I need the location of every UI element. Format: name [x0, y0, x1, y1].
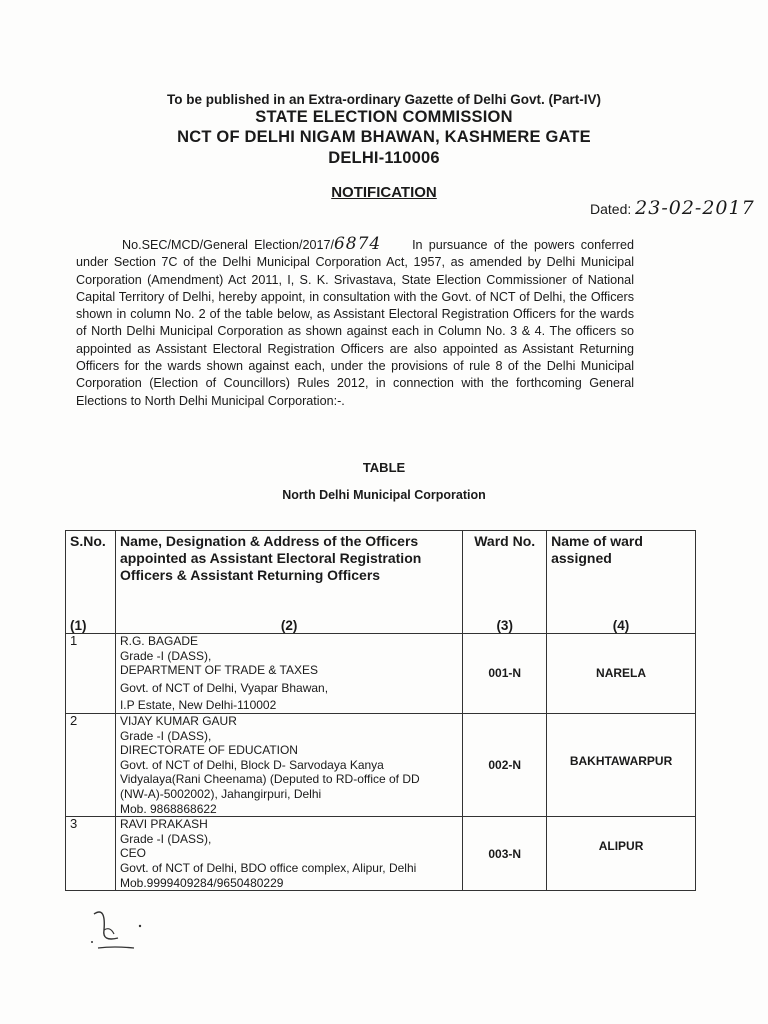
- officer-line: DIRECTORATE OF EDUCATION: [119, 743, 298, 758]
- initials-signature-icon: [84, 900, 164, 960]
- ward-name: ALIPUR: [547, 817, 696, 891]
- officer-line: Govt. of NCT of Delhi, Block D- Sarvodaya Kanya: [119, 757, 384, 772]
- ward-name: NARELA: [547, 634, 696, 714]
- ward-name: BAKHTAWARPUR: [547, 713, 696, 816]
- commission-title: STATE ELECTION COMMISSION: [255, 108, 513, 126]
- row-sno: 3: [66, 817, 116, 891]
- column-number-row: [66, 615, 696, 634]
- ward-number: 003-N: [463, 817, 547, 891]
- officer-line: I.P Estate, New Delhi-110002: [119, 698, 277, 713]
- commission-city: DELHI-110006: [328, 149, 440, 167]
- table-title: TABLE: [362, 460, 406, 475]
- ward-number: 001-N: [463, 634, 547, 714]
- officer-line: VIJAY KUMAR GAUR: [119, 713, 237, 728]
- table-row: [66, 713, 696, 816]
- ward-number: 002-N: [463, 713, 547, 816]
- header-ward-no: Ward No.: [463, 531, 547, 616]
- body-text: In pursuance of the powers conferred under Section 7C of the Delhi Municipal Corporation Act, 1957, as amended by Delhi Municipal Corporation (Amendment) Act 2011, I, S. K. Srivastava, State Election Commissioner of National Capital Territory of Delhi, hereby appoint, in consultation with the Govt. of NCT of Delhi, the Officers shown in column No. 2 of the table below, as Assistant Electoral Registration Officers for the wards of North Delhi Municipal Corporation as shown against each in Column No. 3 & 4. The officers so appointed as Assistant Electoral Registration Officers are also appointed as Assistant Returning Officers for the wards shown against each, under the provisions of rule 8 of the Delhi Municipal Corporation (Election of Councillors) Rules 2012, in connection with the forthcoming General Elections to North Delhi Municipal Corporation:-.: [76, 238, 635, 408]
- gazette-line: To be published in an Extra-ordinary Gazette of Delhi Govt. (Part-IV): [166, 92, 602, 107]
- reference-number: 6874: [333, 234, 382, 254]
- header-sno: S.No.: [66, 531, 116, 616]
- table-header-row: [66, 531, 696, 616]
- officer-details: [115, 713, 462, 816]
- officer-line: RAVI PRAKASH: [119, 817, 208, 832]
- officer-line: Vidyalaya(Rani Cheenama) (Deputed to RD-office of DD: [119, 772, 420, 787]
- table-subtitle: North Delhi Municipal Corporation: [282, 488, 486, 502]
- notification-title: NOTIFICATION: [331, 184, 437, 201]
- officer-details: [115, 634, 462, 714]
- officer-line: (NW-A)-5002002), Jahangirpuri, Delhi: [119, 786, 322, 801]
- officer-line: Mob.9999409284/9650480229: [119, 875, 284, 890]
- dated-label: Dated:: [590, 201, 632, 217]
- commission-address: NCT OF DELHI NIGAM BHAWAN, KASHMERE GATE: [177, 128, 591, 146]
- table-row: [66, 634, 696, 714]
- row-sno: 2: [66, 713, 116, 816]
- officer-line: DEPARTMENT OF TRADE & TAXES: [119, 663, 319, 678]
- officer-line: Govt. of NCT of Delhi, Vyapar Bhawan,: [119, 680, 329, 695]
- notification-body: [76, 236, 634, 410]
- officer-line: Grade -I (DASS),: [119, 728, 212, 743]
- officer-line: R.G. BAGADE: [119, 634, 198, 648]
- officer-line: Grade -I (DASS),: [119, 648, 212, 663]
- officer-line: CEO: [119, 846, 146, 861]
- header-ward-name: Name of ward assigned: [547, 531, 696, 616]
- dated-line: [590, 197, 755, 219]
- col-number: (2): [115, 615, 462, 634]
- reference-prefix: No.SEC/MCD/General Election/2017/: [122, 238, 334, 252]
- officer-line: Govt. of NCT of Delhi, BDO office complex, Alipur, Delhi: [119, 860, 417, 875]
- header-officer: Name, Designation & Address of the Officers appointed as Assistant Electoral Registration Officers & Assistant Returning Officers: [115, 531, 462, 616]
- col-number: (3): [463, 615, 547, 634]
- dated-value: 23-02-2017: [635, 197, 755, 219]
- col-number: (4): [547, 615, 696, 634]
- officer-line: Mob. 9868868622: [119, 801, 217, 816]
- table-row: [66, 817, 696, 891]
- officer-details: [115, 817, 462, 891]
- row-sno: 1: [66, 634, 116, 714]
- officers-table: [65, 530, 696, 891]
- col-number: (1): [66, 615, 116, 634]
- officer-line: Grade -I (DASS),: [119, 831, 212, 846]
